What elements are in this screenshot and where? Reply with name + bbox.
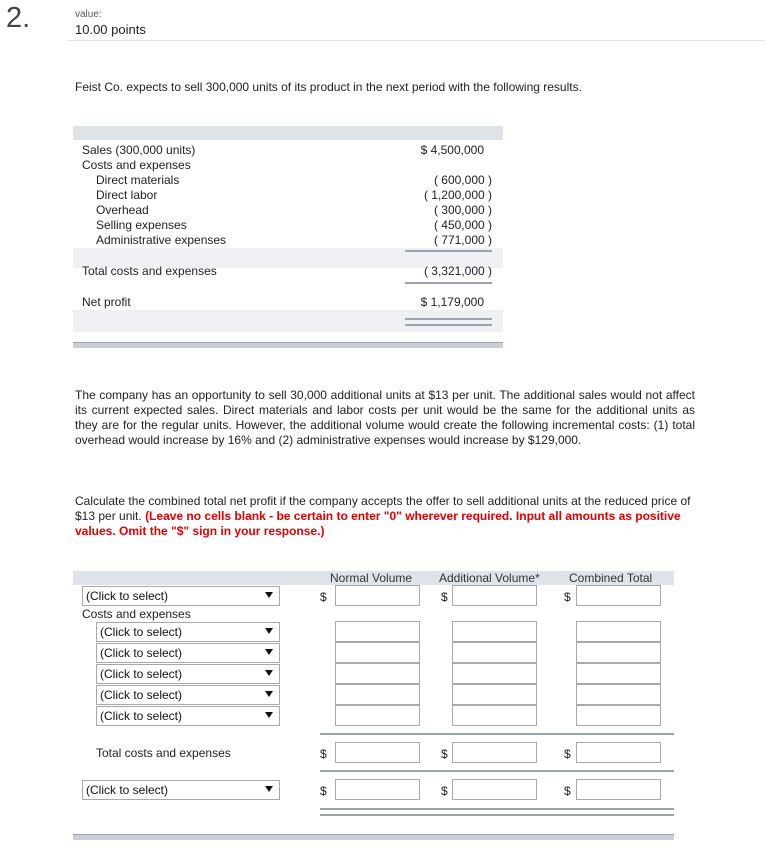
subtotal-rule [320, 733, 674, 735]
double-rule-bottom [405, 324, 492, 326]
cost-combined-input[interactable] [576, 705, 661, 726]
dollar-sign: $ [320, 747, 327, 761]
item-value: ( 300,000 ) [433, 203, 492, 217]
intro-text: Feist Co. expects to sell 300,000 units of its product in the next period with the following results. [75, 80, 582, 94]
col-additional-volume: Additional Volume* [439, 571, 540, 585]
dropdown-arrow-icon [265, 712, 273, 718]
dollar-sign: $ [320, 590, 327, 604]
cost-combined-input[interactable] [576, 684, 661, 705]
statement-header-bar [73, 126, 503, 140]
item-value: ( 450,000 ) [433, 218, 492, 232]
grid-footer-bar [73, 834, 674, 840]
dropdown-arrow-icon [265, 592, 273, 598]
item-label: Overhead [96, 203, 149, 217]
select-value: (Click to select) [100, 667, 183, 681]
cost-additional-input[interactable] [452, 621, 537, 642]
cost-normal-input[interactable] [335, 705, 420, 726]
cost-combined-input[interactable] [576, 642, 661, 663]
instruction-text: Calculate the combined total net profit if the company accepts the offer to sell additional units at the reduced price of $13 per unit. [75, 494, 691, 523]
cost-additional-input[interactable] [452, 684, 537, 705]
select-value: (Click to select) [100, 688, 183, 702]
select-value: (Click to select) [86, 589, 169, 603]
cost-item-select[interactable] [96, 685, 280, 705]
item-label: Selling expenses [96, 218, 187, 232]
grid-total-costs-label: Total costs and expenses [96, 746, 231, 760]
instruction-warning: (Leave no cells blank - be certain to enter "0" wherever required. Input all amounts as positive values. Omit the "$" sign in your response.) [75, 509, 681, 538]
cost-normal-input[interactable] [335, 663, 420, 684]
net-normal-input[interactable] [335, 779, 420, 800]
value-label: value: [75, 9, 102, 20]
dropdown-arrow-icon [265, 628, 273, 634]
subtotal-rule [405, 250, 492, 252]
cost-combined-input[interactable] [576, 663, 661, 684]
sales-label: Sales (300,000 units) [82, 143, 196, 157]
cost-normal-input[interactable] [335, 684, 420, 705]
dropdown-arrow-icon [265, 670, 273, 676]
cost-item-select[interactable] [96, 664, 280, 684]
col-normal-volume: Normal Volume [330, 571, 413, 585]
item-label: Direct labor [96, 188, 158, 202]
cost-item-select[interactable] [96, 622, 280, 642]
total-costs-value: ( 3,321,000 ) [423, 264, 492, 278]
select-value: (Click to select) [100, 646, 183, 660]
double-rule-top [320, 808, 674, 810]
select-value: (Click to select) [100, 709, 183, 723]
dollar-sign: $ [441, 784, 448, 798]
item-label: Administrative expenses [96, 233, 227, 247]
question-number: 2. [6, 2, 31, 34]
total-additional-input[interactable] [452, 742, 537, 763]
item-label: Direct materials [96, 173, 180, 187]
select-value: (Click to select) [86, 783, 169, 797]
sales-value: $ 4,500,000 [420, 143, 484, 157]
revenue-combined-input[interactable] [576, 585, 661, 606]
select-value: (Click to select) [100, 625, 183, 639]
net-additional-input[interactable] [452, 779, 537, 800]
net-label-select[interactable] [82, 780, 280, 800]
cost-additional-input[interactable] [452, 642, 537, 663]
grid-costs-label: Costs and expenses [82, 607, 191, 621]
cost-combined-input[interactable] [576, 621, 661, 642]
cost-additional-input[interactable] [452, 663, 537, 684]
revenue-normal-input[interactable] [335, 585, 420, 606]
costs-label: Costs and expenses [82, 158, 191, 172]
cost-normal-input[interactable] [335, 621, 420, 642]
total-costs-label: Total costs and expenses [82, 264, 217, 278]
scenario-text: The company has an opportunity to sell 30,000 additional units at $13 per unit. The additional sales would not affect its current expected sales. Direct materials and labor costs per unit would be the same for the additional units as they are for the regular units. However, the additional volume would create the following incremental costs: (1) total overhead would increase by 16% and (2) administrative expenses would increase by $129,000. [75, 388, 695, 447]
instruction-block [75, 494, 695, 539]
dropdown-arrow-icon [265, 691, 273, 697]
total-rule [405, 282, 492, 284]
statement-footer-bar [73, 342, 503, 348]
col-combined-total: Combined Total [569, 571, 653, 585]
dropdown-arrow-icon [265, 786, 273, 792]
dollar-sign: $ [564, 784, 571, 798]
double-rule-top [405, 318, 492, 320]
net-combined-input[interactable] [576, 779, 661, 800]
dollar-sign: $ [320, 784, 327, 798]
item-value: ( 771,000 ) [433, 233, 492, 247]
revenue-label-select[interactable] [82, 586, 280, 606]
item-value: ( 600,000 ) [433, 173, 492, 187]
dollar-sign: $ [564, 590, 571, 604]
cost-item-select[interactable] [96, 706, 280, 726]
dropdown-arrow-icon [265, 649, 273, 655]
cost-additional-input[interactable] [452, 705, 537, 726]
cost-normal-input[interactable] [335, 642, 420, 663]
total-combined-input[interactable] [576, 742, 661, 763]
item-value: ( 1,200,000 ) [423, 188, 492, 202]
total-normal-input[interactable] [335, 742, 420, 763]
double-rule-bottom [320, 814, 674, 816]
total-rule [320, 770, 674, 772]
dollar-sign: $ [441, 747, 448, 761]
points-value: 10.00 points [75, 22, 146, 37]
dollar-sign: $ [564, 747, 571, 761]
net-profit-label: Net profit [82, 295, 131, 309]
net-profit-value: $ 1,179,000 [420, 295, 484, 309]
revenue-additional-input[interactable] [452, 585, 537, 606]
cost-item-select[interactable] [96, 643, 280, 663]
statement-band-net [73, 310, 503, 332]
dollar-sign: $ [441, 590, 448, 604]
header-divider [68, 40, 765, 41]
